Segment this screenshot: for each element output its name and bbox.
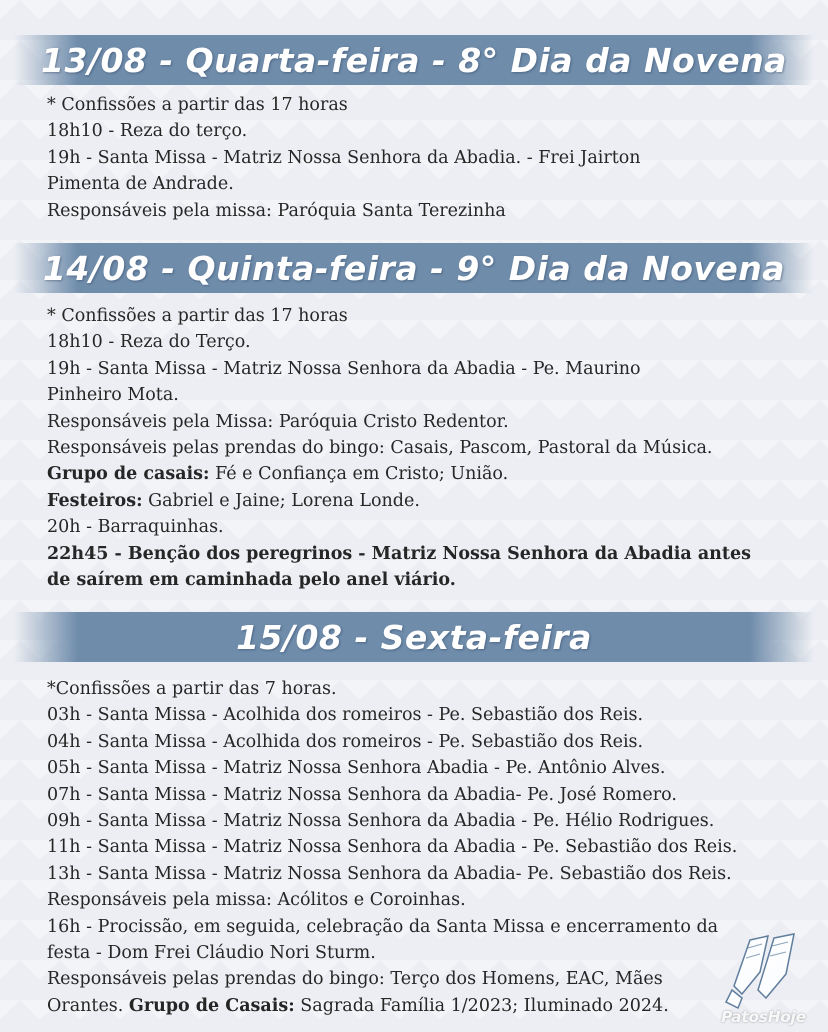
section-2-banner (14, 243, 814, 293)
section-3-line: 16h - Procissão, em seguida, celebração da Santa Missa e encerramento da (47, 916, 719, 937)
section-2-body (47, 303, 817, 593)
watermark-text: PatosHoje (721, 1008, 806, 1026)
section-2-line: Responsáveis pelas prendas do bingo: Casais, Pascom, Pastoral da Música. (47, 438, 713, 459)
label-prefix: Orantes. (47, 995, 129, 1016)
label-bold: Grupo de Casais: (128, 995, 295, 1016)
section-2-line: Pinheiro Mota. (47, 385, 179, 406)
label-value: Gabriel e Jaine; Lorena Londe. (142, 490, 420, 511)
section-3-line: 04h - Santa Missa - Acolhida dos romeiros - Pe. Sebastião dos Reis. (47, 731, 644, 752)
section-3-line: 11h - Santa Missa - Matriz Nossa Senhora da Abadia - Pe. Sebastião dos Reis. (47, 837, 738, 858)
section-3-line: *Confissões a partir das 7 horas. (47, 679, 337, 699)
section-3-line: 05h - Santa Missa - Matriz Nossa Senhora Abadia - Pe. Antônio Alves. (47, 758, 666, 779)
section-1-line: 18h10 - Reza do terço. (47, 121, 248, 142)
section-2-line: 18h10 - Reza do Terço. (47, 332, 251, 353)
bold-line: de saírem em caminhada pelo anel viário. (47, 570, 456, 591)
section-2-line: 20h - Barraquinhas. (47, 517, 224, 538)
section-2-line: Responsáveis pela Missa: Paróquia Cristo Redentor. (47, 411, 509, 432)
section-1-line: * Confissões a partir das 17 horas (47, 95, 348, 115)
section-2-line: 19h - Santa Missa - Matriz Nossa Senhora da Abadia - Pe. Maurino (47, 358, 641, 379)
section-3-line (47, 993, 817, 1019)
label-value: Fé e Confiança em Cristo; União. (209, 464, 509, 485)
section-3-line: 13h - Santa Missa - Matriz Nossa Senhora da Abadia- Pe. Sebastião dos Reis. (47, 863, 732, 884)
section-1-line: Pimenta de Andrade. (47, 174, 234, 195)
section-3-title: 15/08 - Sexta-feira (236, 617, 592, 657)
label-value: Sagrada Família 1/2023; Iluminado 2024. (294, 995, 669, 1016)
section-2-line (47, 567, 817, 593)
label-bold: Grupo de casais: (47, 464, 210, 485)
section-1-banner (14, 35, 814, 85)
section-1-line: Responsáveis pela missa: Paróquia Santa Terezinha (47, 200, 506, 221)
section-2-line (47, 488, 817, 514)
section-3-line: Responsáveis pelas prendas do bingo: Terço dos Homens, EAC, Mães (47, 969, 663, 990)
section-1-body (47, 92, 817, 224)
section-3-line: Responsáveis pela missa: Acólitos e Coroinhas. (47, 890, 466, 911)
section-2-line (47, 461, 817, 487)
section-3-line: festa - Dom Frei Cláudio Nori Sturm. (47, 943, 376, 964)
section-1-line: 19h - Santa Missa - Matriz Nossa Senhora da Abadia. - Frei Jairton (47, 147, 641, 168)
section-3-line: 09h - Santa Missa - Matriz Nossa Senhora da Abadia - Pe. Hélio Rodrigues. (47, 811, 715, 832)
section-2-title: 14/08 - Quinta-feira - 9° Dia da Novena (42, 248, 786, 288)
section-3-body (47, 676, 817, 1019)
section-2-line (47, 541, 817, 567)
section-3-line: 07h - Santa Missa - Matriz Nossa Senhora da Abadia- Pe. José Romero. (47, 784, 677, 805)
section-2-line: * Confissões a partir das 17 horas (47, 306, 348, 326)
section-3-line: 03h - Santa Missa - Acolhida dos romeiros - Pe. Sebastião dos Reis. (47, 705, 644, 726)
label-bold: Festeiros: (47, 490, 143, 511)
section-3-banner (14, 612, 814, 662)
section-1-title: 13/08 - Quarta-feira - 8° Dia da Novena (41, 40, 787, 80)
bold-line: 22h45 - Benção dos peregrinos - Matriz Nossa Senhora da Abadia antes (47, 543, 751, 564)
